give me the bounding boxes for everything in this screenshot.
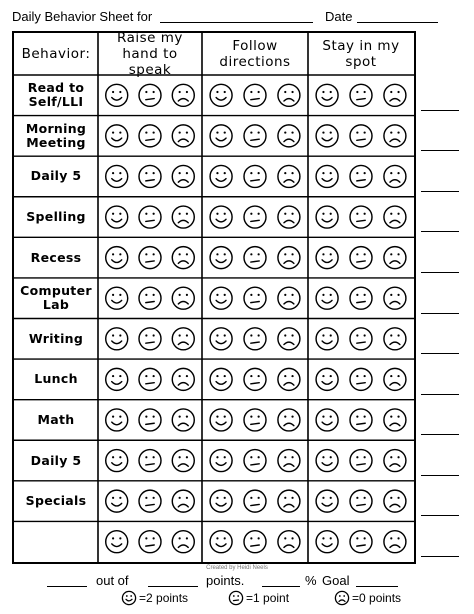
row-score-blank[interactable]	[421, 475, 459, 476]
row-score-blank[interactable]	[421, 556, 459, 557]
smiley-icon[interactable]	[316, 125, 338, 147]
frowny-icon[interactable]	[172, 125, 194, 147]
frowny-icon[interactable]	[384, 409, 406, 431]
legend-item-neutral	[228, 590, 289, 606]
neutral-face-icon[interactable]	[139, 328, 161, 350]
row-label: Specials	[25, 493, 87, 509]
neutral-face-icon[interactable]	[350, 368, 372, 390]
column-header-stay-in-spot: Stay in my spot	[322, 38, 400, 70]
goal-blank[interactable]	[356, 586, 398, 587]
smiley-icon[interactable]	[316, 165, 338, 187]
smiley-icon[interactable]	[316, 490, 338, 512]
smiley-icon[interactable]	[316, 409, 338, 431]
row-score-blank[interactable]	[421, 353, 459, 354]
frowny-icon[interactable]	[278, 531, 300, 553]
smiley-icon[interactable]	[210, 165, 232, 187]
smiley-icon[interactable]	[210, 368, 232, 390]
neutral-face-icon[interactable]	[350, 287, 372, 309]
name-blank-line[interactable]	[160, 22, 313, 23]
score-blank[interactable]	[47, 586, 87, 587]
frowny-icon[interactable]	[384, 125, 406, 147]
smiley-icon[interactable]	[106, 368, 128, 390]
neutral-face-icon[interactable]	[139, 531, 161, 553]
row-score-blank[interactable]	[421, 313, 459, 314]
smiley-icon[interactable]	[210, 125, 232, 147]
row-label: Writing	[28, 330, 84, 346]
neutral-face-icon[interactable]	[244, 531, 266, 553]
frowny-icon[interactable]	[384, 328, 406, 350]
smiley-icon[interactable]	[106, 247, 128, 269]
frowny-icon[interactable]	[384, 287, 406, 309]
smiley-icon[interactable]	[316, 450, 338, 472]
legend-item-frowny	[334, 590, 401, 606]
neutral-face-icon[interactable]	[244, 206, 266, 228]
smiley-icon[interactable]	[316, 368, 338, 390]
out-of-label: out of	[96, 573, 129, 588]
date-label: Date	[325, 9, 353, 24]
frowny-icon[interactable]	[384, 206, 406, 228]
frowny-icon[interactable]	[384, 84, 406, 106]
smiley-icon	[121, 590, 137, 606]
neutral-face-icon[interactable]	[139, 490, 161, 512]
neutral-face-icon[interactable]	[350, 531, 372, 553]
smiley-icon[interactable]	[106, 490, 128, 512]
row-score-blank[interactable]	[421, 231, 459, 232]
row-label: Spelling	[26, 209, 86, 225]
smiley-icon[interactable]	[210, 84, 232, 106]
smiley-icon[interactable]	[106, 328, 128, 350]
legend-label-frowny: =0 points	[352, 591, 402, 605]
neutral-face-icon[interactable]	[350, 206, 372, 228]
smiley-icon[interactable]	[316, 84, 338, 106]
percent-blank[interactable]	[262, 586, 300, 587]
neutral-face-icon[interactable]	[139, 368, 161, 390]
frowny-icon[interactable]	[384, 247, 406, 269]
total-blank[interactable]	[148, 586, 198, 587]
smiley-icon[interactable]	[106, 125, 128, 147]
smiley-icon[interactable]	[316, 247, 338, 269]
score-footer	[0, 573, 474, 591]
frowny-icon[interactable]	[384, 490, 406, 512]
smiley-icon[interactable]	[210, 328, 232, 350]
neutral-face-icon[interactable]	[139, 165, 161, 187]
row-score-blank[interactable]	[421, 434, 459, 435]
frowny-icon[interactable]	[172, 206, 194, 228]
neutral-face-icon[interactable]	[139, 409, 161, 431]
percent-label: %	[305, 573, 317, 588]
neutral-face-icon[interactable]	[139, 287, 161, 309]
frowny-icon[interactable]	[384, 450, 406, 472]
legend-item-smiley	[121, 590, 188, 606]
row-label: Morning Meeting	[25, 120, 87, 150]
neutral-face-icon[interactable]	[139, 84, 161, 106]
neutral-face-icon[interactable]	[350, 450, 372, 472]
frowny-icon[interactable]	[172, 247, 194, 269]
row-label: Lunch	[34, 371, 78, 387]
neutral-face-icon[interactable]	[139, 206, 161, 228]
legend-label-smiley: =2 points	[139, 591, 189, 605]
neutral-face-icon[interactable]	[244, 490, 266, 512]
neutral-face-icon[interactable]	[244, 247, 266, 269]
neutral-face-icon[interactable]	[244, 368, 266, 390]
neutral-face-icon[interactable]	[244, 409, 266, 431]
frowny-icon[interactable]	[384, 531, 406, 553]
smiley-icon[interactable]	[106, 206, 128, 228]
smiley-icon[interactable]	[106, 409, 128, 431]
neutral-face-icon[interactable]	[350, 84, 372, 106]
neutral-face-icon[interactable]	[244, 287, 266, 309]
frowny-icon[interactable]	[172, 490, 194, 512]
neutral-face-icon[interactable]	[139, 450, 161, 472]
row-label: Computer Lab	[20, 283, 92, 313]
neutral-face-icon[interactable]	[350, 247, 372, 269]
behavior-column-header: Behavior:	[21, 46, 91, 62]
row-label: Recess	[30, 249, 82, 265]
row-label: Daily 5	[30, 168, 82, 184]
neutral-face-icon[interactable]	[139, 125, 161, 147]
row-score-blank[interactable]	[421, 394, 459, 395]
column-header-raise-hand: Raise my hand to speak	[117, 30, 183, 78]
frowny-icon[interactable]	[384, 165, 406, 187]
frowny-icon[interactable]	[278, 84, 300, 106]
frowny-icon[interactable]	[172, 409, 194, 431]
frowny-icon[interactable]	[278, 490, 300, 512]
neutral-face-icon[interactable]	[350, 165, 372, 187]
frowny-icon[interactable]	[384, 368, 406, 390]
neutral-face-icon[interactable]	[350, 328, 372, 350]
frowny-icon[interactable]	[172, 165, 194, 187]
frowny-icon[interactable]	[278, 287, 300, 309]
row-score-blank[interactable]	[421, 515, 459, 516]
row-label: Math	[37, 411, 75, 427]
smiley-icon[interactable]	[316, 531, 338, 553]
frowny-icon[interactable]	[172, 287, 194, 309]
neutral-face-icon[interactable]	[139, 247, 161, 269]
smiley-icon[interactable]	[210, 450, 232, 472]
points-legend	[0, 590, 474, 608]
frowny-icon[interactable]	[172, 328, 194, 350]
smiley-icon[interactable]	[316, 287, 338, 309]
smiley-icon[interactable]	[316, 206, 338, 228]
smiley-icon[interactable]	[210, 409, 232, 431]
frowny-icon[interactable]	[172, 84, 194, 106]
neutral-face-icon	[228, 590, 244, 606]
neutral-face-icon[interactable]	[244, 125, 266, 147]
frowny-icon[interactable]	[278, 409, 300, 431]
column-header-follow-directions: Follow directions	[219, 38, 291, 70]
frowny-icon[interactable]	[278, 206, 300, 228]
smiley-icon[interactable]	[106, 531, 128, 553]
row-score-blank[interactable]	[421, 110, 459, 111]
smiley-icon[interactable]	[210, 206, 232, 228]
smiley-icon[interactable]	[106, 287, 128, 309]
frowny-icon[interactable]	[278, 247, 300, 269]
neutral-face-icon[interactable]	[244, 84, 266, 106]
credit-line: Created by Heidi Neels	[206, 565, 268, 571]
frowny-icon[interactable]	[278, 328, 300, 350]
row-label	[14, 521, 98, 562]
neutral-face-icon[interactable]	[350, 409, 372, 431]
smiley-icon[interactable]	[210, 247, 232, 269]
date-blank-line[interactable]	[357, 22, 438, 23]
goal-label: Goal	[322, 573, 350, 588]
smiley-icon[interactable]	[106, 450, 128, 472]
smiley-icon[interactable]	[316, 328, 338, 350]
row-score-blank[interactable]	[421, 191, 459, 192]
smiley-icon[interactable]	[210, 287, 232, 309]
neutral-face-icon[interactable]	[350, 490, 372, 512]
neutral-face-icon[interactable]	[244, 450, 266, 472]
points-label: points.	[206, 573, 245, 588]
row-score-blank[interactable]	[421, 272, 459, 273]
frowny-icon[interactable]	[172, 450, 194, 472]
frowny-icon[interactable]	[278, 125, 300, 147]
behavior-table	[12, 31, 416, 564]
frowny-icon[interactable]	[278, 165, 300, 187]
frowny-icon[interactable]	[278, 450, 300, 472]
smiley-icon[interactable]	[210, 531, 232, 553]
neutral-face-icon[interactable]	[350, 125, 372, 147]
frowny-icon[interactable]	[278, 368, 300, 390]
row-label: Read to Self/LLI	[27, 80, 85, 110]
smiley-icon[interactable]	[106, 165, 128, 187]
sheet-title: Daily Behavior Sheet for	[12, 9, 153, 24]
neutral-face-icon[interactable]	[244, 165, 266, 187]
frowny-icon[interactable]	[172, 368, 194, 390]
neutral-face-icon[interactable]	[244, 328, 266, 350]
row-label: Daily 5	[30, 452, 82, 468]
frowny-icon	[334, 590, 350, 606]
smiley-icon[interactable]	[106, 84, 128, 106]
row-score-blank[interactable]	[421, 150, 459, 151]
frowny-icon[interactable]	[172, 531, 194, 553]
legend-label-neutral: =1 point	[246, 591, 290, 605]
smiley-icon[interactable]	[210, 490, 232, 512]
